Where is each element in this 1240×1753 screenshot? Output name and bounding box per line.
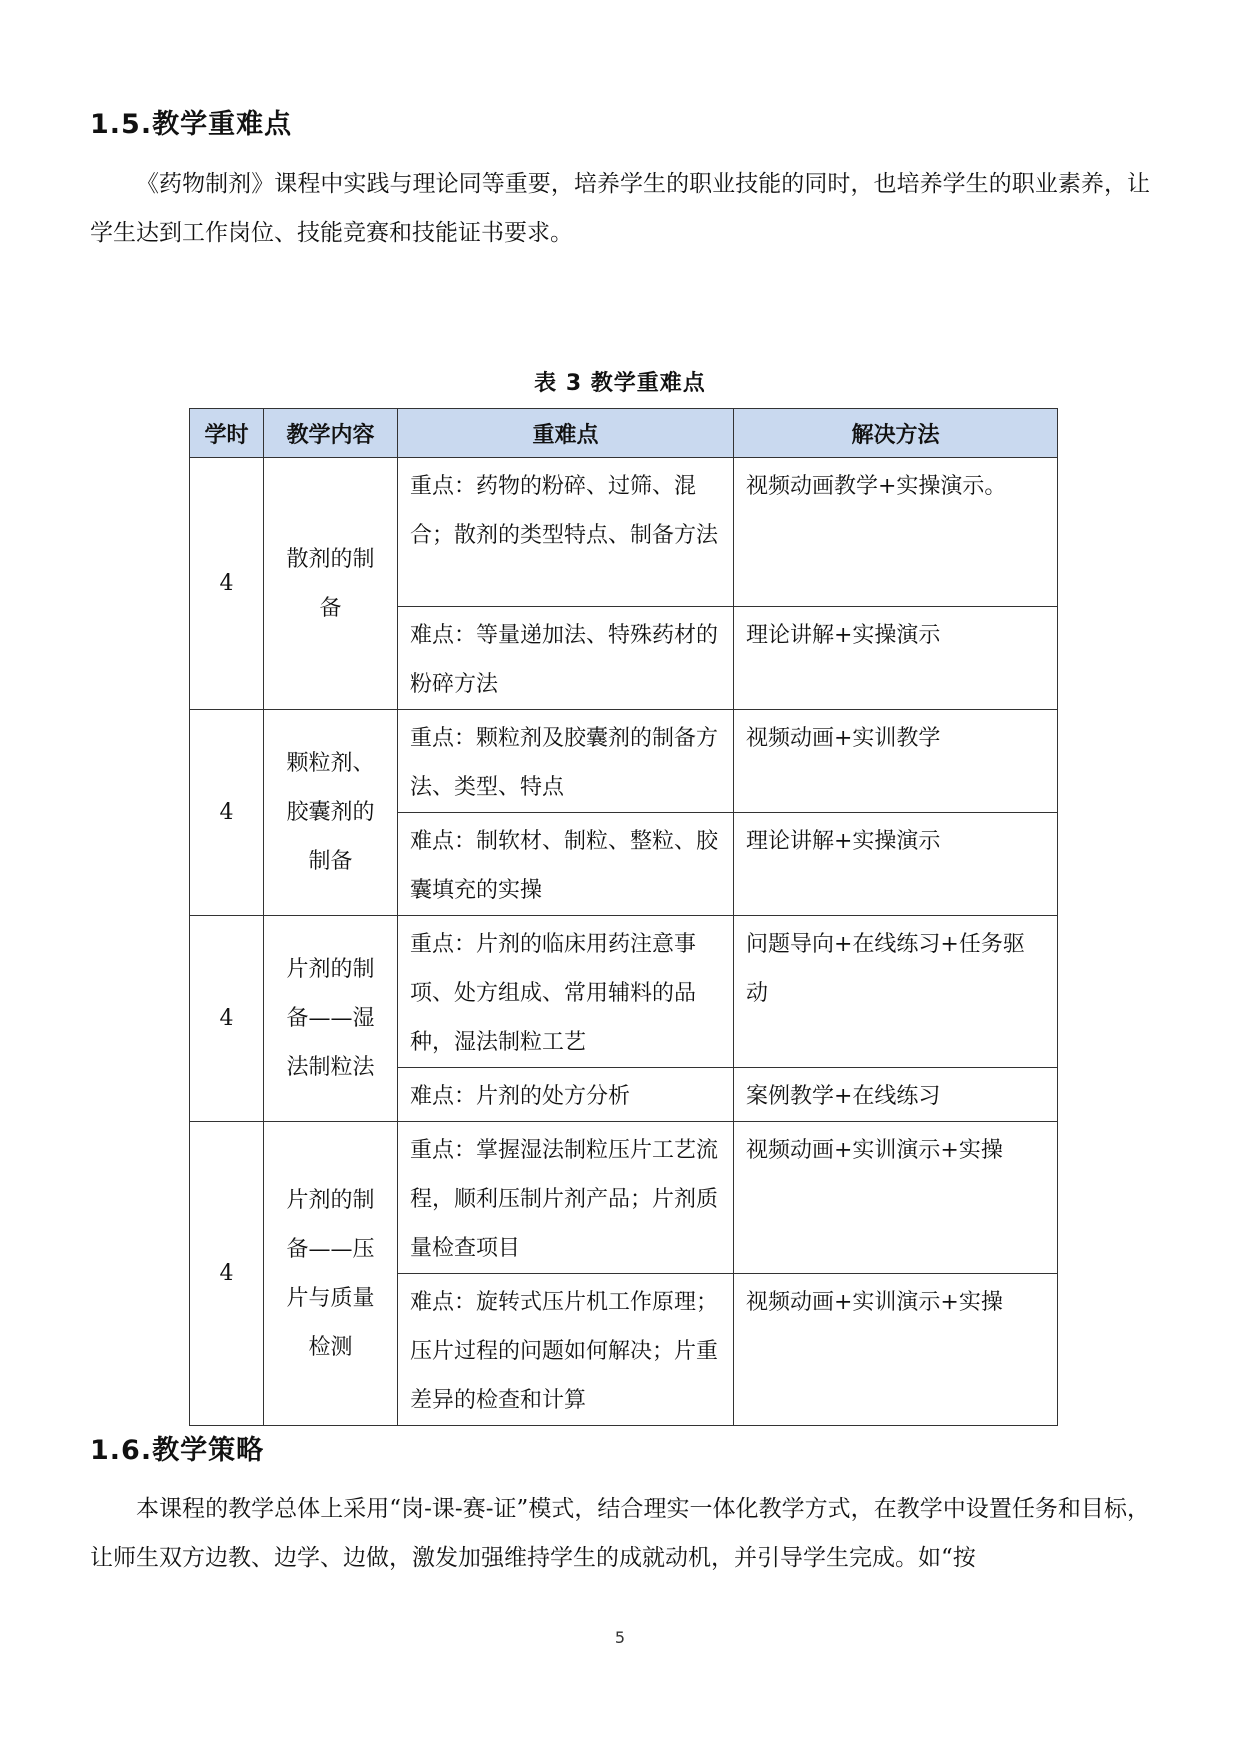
table-row (190, 458, 1058, 607)
cell-method: 视频动画+实训演示+实操 (734, 1274, 1058, 1426)
table-caption: 表 3 教学重难点 (534, 371, 706, 396)
cell-key-point: 难点：片剂的处方分析 (398, 1068, 734, 1122)
header-hours: 学时 (190, 409, 264, 458)
cell-hours: 4 (190, 1122, 264, 1426)
table-header-row (190, 409, 1058, 458)
header-methods: 解决方法 (734, 409, 1058, 458)
cell-content: 片剂的制备——压片与质量检测 (264, 1122, 398, 1426)
cell-content: 片剂的制备——湿法制粒法 (264, 916, 398, 1122)
cell-method: 视频动画+实训演示+实操 (734, 1122, 1058, 1274)
cell-method: 视频动画教学+实操演示。 (734, 458, 1058, 607)
table-row (190, 916, 1058, 1068)
cell-key-point: 重点：颗粒剂及胶囊剂的制备方法、类型、特点 (398, 710, 734, 813)
page-number: 5 (614, 1628, 626, 1647)
cell-hours: 4 (190, 710, 264, 916)
cell-key-point: 难点：制软材、制粒、整粒、胶囊填充的实操 (398, 813, 734, 916)
cell-method: 视频动画+实训教学 (734, 710, 1058, 813)
cell-method: 理论讲解+实操演示 (734, 607, 1058, 710)
cell-content: 散剂的制备 (264, 458, 398, 710)
cell-method: 理论讲解+实操演示 (734, 813, 1058, 916)
section-heading-1-6: 1.6.教学策略 (90, 1435, 265, 1466)
header-key-points: 重难点 (398, 409, 734, 458)
table-row (190, 710, 1058, 813)
cell-hours: 4 (190, 916, 264, 1122)
section-paragraph-1-6: 本课程的教学总体上采用“岗-课-赛-证”模式，结合理实一体化教学方式，在教学中设置任务和目标，让师生双方边教、边学、边做，激发加强维持学生的成就动机，并引导学生完成。如“按 (90, 1496, 1150, 1571)
cell-key-point: 重点：掌握湿法制粒压片工艺流程，顺利压制片剂产品；片剂质量检查项目 (398, 1122, 734, 1274)
cell-key-point: 难点：等量递加法、特殊药材的粉碎方法 (398, 607, 734, 710)
cell-hours: 4 (190, 458, 264, 710)
section-heading-1-5: 1.5.教学重难点 (90, 109, 293, 140)
table-row (190, 1122, 1058, 1274)
cell-key-point: 重点：片剂的临床用药注意事项、处方组成、常用辅料的品种，湿法制粒工艺 (398, 916, 734, 1068)
cell-content: 颗粒剂、胶囊剂的制备 (264, 710, 398, 916)
cell-key-point: 重点：药物的粉碎、过筛、混合；散剂的类型特点、制备方法 (398, 458, 734, 607)
cell-method: 案例教学+在线练习 (734, 1068, 1058, 1122)
difficulty-table (189, 408, 1058, 1426)
section-paragraph-1-5: 《药物制剂》课程中实践与理论同等重要，培养学生的职业技能的同时，也培养学生的职业素养，让学生达到工作岗位、技能竞赛和技能证书要求。 (90, 171, 1150, 246)
header-content: 教学内容 (264, 409, 398, 458)
cell-key-point: 难点：旋转式压片机工作原理；压片过程的问题如何解决；片重差异的检查和计算 (398, 1274, 734, 1426)
cell-method: 问题导向+在线练习+任务驱动 (734, 916, 1058, 1068)
